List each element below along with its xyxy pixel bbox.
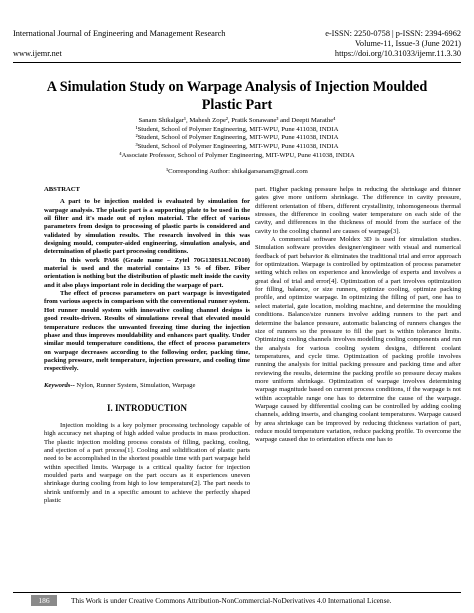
license-text[interactable]: This Work is under Creative Commons Attribution-NonCommercial-NoDerivatives 4.0 International License. <box>71 596 392 605</box>
keywords-label: Keywords-- <box>44 381 75 389</box>
paper-title: A Simulation Study on Warpage Analysis of Injection Moulded Plastic Part <box>46 79 428 113</box>
doi-link[interactable]: https://doi.org/10.31033/ijemr.11.3.30 <box>334 49 461 58</box>
keywords <box>44 382 250 390</box>
body-paragraph-continued: part. Higher packing pressure helps in reducing the shrinkage and thinner gates give more uniform shrinkage. The difference in cavity pressure, different orientation of fibers, different crystallinity, inhomogeneous thermal stresses, the difference in cooling water temperature on each side of the cavity, and differences in the thickness of mould from the surface of the cavity to the cooling channel are causes of warpage[3]. <box>255 186 461 235</box>
header-divider <box>13 62 461 63</box>
abstract-paragraph-1: A part to be injection molded is evaluated by simulation for warpage analysis. The plastic part is a supporting plate to be used in the oil filter and it's made out of nylon material. The effect of various parameters from design to processing of plastic parts is considered and validated by simulation results. The research involved in this was designing mould, computer-aided engineering, simulation analysis, and determination of plastic part processing conditions. <box>44 198 250 256</box>
page-number: 186 <box>31 595 57 606</box>
author-names: Sanam Shikalgar¹, Mahesh Zope², Pratik Sonawane³ and Deepti Marathe⁴ <box>138 117 336 124</box>
affiliation-3: ³Student, School of Polymer Engineering, MIT-WPU, Pune 411038, INDIA <box>135 143 339 151</box>
affiliation-4: ⁴Associate Professor, School of Polymer Engineering, MIT-WPU, Pune 411038, INDIA <box>119 151 355 159</box>
left-column <box>44 186 250 505</box>
corresponding-author[interactable]: ¹Corresponding Author: shikalgarsanam@gmail.com <box>166 167 308 175</box>
abstract-paragraph-2: In this work PA66 (Grade name – Zytel 70G13HS1LNC010) material is used and the material contains 13 % of fiber. Fiber orientation is nothing but the distribution of plastic melt inside the cavity and it also plays important role in deciding the warpage of part. <box>44 256 250 289</box>
abstract-paragraph-3: The effect of process parameters on part warpage is investigated from various aspects in comparison with the conventional runner system. Hot runner mould system with innovative cooling channel designs is good results-driven. Results of simulations reveal that elevated mould temperature reduces the unwanted freezing time during the injection phase and thus improves mouldability and enhances part quality. Under similar mould temperature conditions, the effect of process parameters on warpage decreases according to the following order, packing time, packing pressure, melt temperature, injection pressure, and cooling time respectively. <box>44 290 250 373</box>
introduction-paragraph-1: Injection molding is a key polymer processing technology capable of high accuracy net shaping of high added value products in mass production. The plastic injection molding process consists of filling, packing, cooling, and ejection of a part process[1]. Cooling and solidification of plastic parts need to be accomplished in the shortest possible time with part warpage held within specified limits. Warpage is a critical quality factor for injection moulded parts and warpage on the part occurs as it experiences uneven shrinkage during cooling from high to low temperature[2]. The part needs to shrink uniformly and in a specific amount to achieve the perfectly shaped plastic <box>44 421 250 504</box>
issn: e-ISSN: 2250-0758 | p-ISSN: 2394-6962 <box>325 29 461 38</box>
abstract-heading: ABSTRACT <box>44 186 80 193</box>
right-column <box>255 186 461 445</box>
author-block <box>20 117 454 176</box>
volume-issue: Volume-11, Issue-3 (June 2021) <box>355 39 461 48</box>
affiliation-2: ²Student, School of Polymer Engineering, MIT-WPU, Pune 411038, INDIA <box>135 134 339 142</box>
body-paragraph-moldex: A commercial software Moldex 3D is used for simulation studies. Simulation software provides designer/engineer with visual and numerical feedback of part behavior & eliminates the traditional trial and error approach for optimization. Warpage is controlled by optimization of process parameter setting which relies on experience and knowledge of experts and involves a great deal of trial and error[4]. Optimization of a part involves optimization for filling, balance, or size runners, optimize cooling, optimize packing profile, and optimize warpage. In optimizing the filling of part, one has to select material, gate location, molding machine, and determine the moulding conditions. Balance/size runners involve adding runners to the part and determine the balance pressure, automatic balancing of runners changes the size of runners so the pressure to fill the part is within tolerance limits. Optimizing cooling channels involves modelling cooling components and run the analysis for various cooling system designs, different coolant temperatures, and cycle time. Optimization of packing profile involves running the analysis for initial packing pressure and packing time and after reviewing the results, determine the packing profile so pressure decay makes more uniform shrinkage. Optimization of warpage involves determining warpage magnitude based on current process conditions, if the warpage is not within acceptable range one has to determine the cause of the warpage. Warpage caused by differential cooling can be controlled by adding cooling channels, adding inserts, and changing coolant temperatures. Warpage caused by area shrinkage can be improved by reducing thickness variation of part, reduce mould temperature variation, reduce packing profile. To overcome the warpage caused due to orientation effects one has to <box>255 236 461 444</box>
introduction-heading: I. INTRODUCTION <box>106 402 187 413</box>
affiliation-1: ¹Student, School of Polymer Engineering, MIT-WPU, Pune 411038, INDIA <box>135 125 339 133</box>
journal-name: International Journal of Engineering and Management Research <box>13 29 226 38</box>
page-footer <box>13 592 461 608</box>
keywords-text: Nylon, Runner System, Simulation, Warpage <box>74 381 196 389</box>
journal-website[interactable]: www.ijemr.net <box>13 49 62 58</box>
